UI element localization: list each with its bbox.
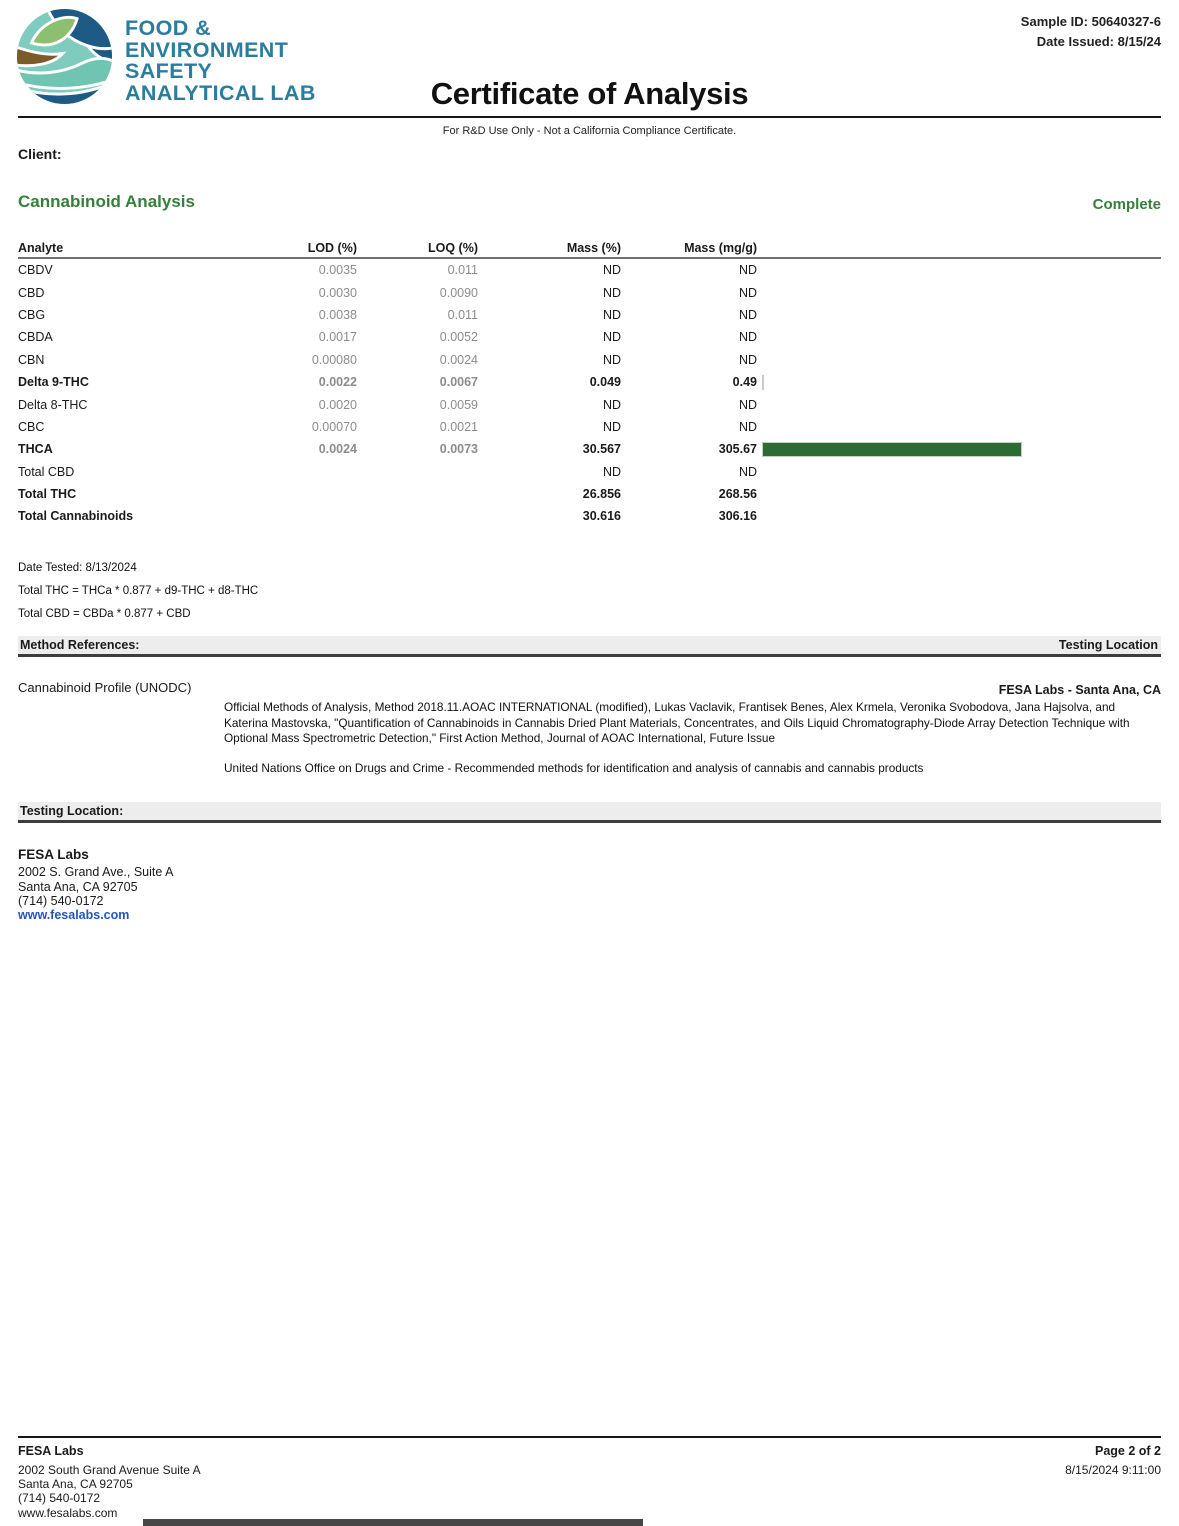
mass-pct-value: ND xyxy=(602,352,621,367)
doc-subtitle: For R&D Use Only - Not a California Compliance Certificate. xyxy=(442,125,737,137)
table-row-thca xyxy=(18,438,1161,460)
mass-pct-value: ND xyxy=(602,285,621,300)
mass-bar-cell xyxy=(757,329,1161,345)
address-line: 2002 South Grand Avenue Suite A xyxy=(18,1463,201,1477)
mass-bar-cell xyxy=(757,441,1161,457)
status-badge: Complete xyxy=(1092,196,1161,213)
method-paragraph: Official Methods of Analysis, Method 2018.11.AOAC INTERNATIONAL (modified), Lukas Vaclavik, Frantisek Benes, Alex Krmela, Veronika Svobodova, Jana Hajsolva, and Katerina Mastovska, "Quantification of Cannabinoids in Cannabis Dried Plant Materials, Concentrates, and Oils Liquid Chromatography-Diode Array Detection Technique with Optional Mass Spectrometric Detection," First Action Method, Journal of AOAC International, Future Issue xyxy=(224,700,1130,746)
mass-pct-value: ND xyxy=(602,263,621,278)
mass-bar-cell xyxy=(757,262,1161,278)
mass-pct-value: ND xyxy=(602,307,621,322)
mass-pct-value: 26.856 xyxy=(582,487,621,502)
mass-bar-cell xyxy=(757,464,1161,480)
mass-pct-value: 30.616 xyxy=(582,509,621,524)
table-row-total-cbd xyxy=(18,461,1161,483)
table-row-cbda xyxy=(18,326,1161,348)
mass-mgg-value: ND xyxy=(738,330,757,345)
sample-info xyxy=(1021,12,1161,52)
analyte-name: Total THC xyxy=(18,487,77,502)
address-line: (714) 540-0172 xyxy=(18,893,104,908)
lab-name: FESA Labs xyxy=(18,847,89,862)
footer-website-link[interactable]: www.fesalabs.com xyxy=(18,1505,118,1520)
table-row-cbc xyxy=(18,416,1161,438)
analyte-name: Delta 9-THC xyxy=(18,375,89,390)
footer-page-number: Page 2 of 2 xyxy=(1095,1444,1161,1458)
analyte-name: THCA xyxy=(18,442,53,457)
client-label: Client: xyxy=(18,146,62,162)
analyte-name: CBN xyxy=(18,352,45,367)
lod-value: 0.00080 xyxy=(311,352,357,367)
logo-line: ANALYTICAL LAB xyxy=(125,80,316,105)
address-line: (714) 540-0172 xyxy=(18,1491,101,1506)
analyte-name: Delta 8-THC xyxy=(18,397,88,412)
analyte-name: CBDV xyxy=(18,263,53,278)
mass-bar xyxy=(762,442,1022,457)
logo-line: SAFETY xyxy=(125,59,213,83)
analyte-name: CBG xyxy=(18,307,46,322)
mass-mgg-value: ND xyxy=(738,397,757,412)
loq-value: 0.0059 xyxy=(439,397,478,412)
method-testing-location: FESA Labs - Santa Ana, CA xyxy=(998,683,1161,697)
loq-value: 0.011 xyxy=(447,307,478,322)
address-line: Santa Ana, CA 92705 xyxy=(18,1477,133,1492)
logo-line: FOOD & xyxy=(125,16,212,40)
mass-pct-value: ND xyxy=(602,397,621,412)
mass-mgg-value: ND xyxy=(738,419,757,434)
mass-pct-value: 30.567 xyxy=(582,442,621,457)
logo-line: ENVIRONMENT xyxy=(125,37,289,62)
testing-location-label: Testing Location: xyxy=(20,804,124,818)
lod-value: 0.0038 xyxy=(318,307,357,322)
lod-value: 0.0035 xyxy=(318,263,357,278)
mass-bar-cell xyxy=(757,397,1161,413)
loq-value: 0.0067 xyxy=(439,375,478,390)
footer-lab-name: FESA Labs xyxy=(18,1444,84,1458)
method-profile-name: Cannabinoid Profile (UNODC) xyxy=(18,680,192,695)
lod-value: 0.00070 xyxy=(311,419,357,434)
lod-value: 0.0017 xyxy=(318,330,357,345)
analyte-name: Total CBD xyxy=(18,464,75,479)
loq-value: 0.0073 xyxy=(439,442,478,457)
mass-mgg-value: 305.67 xyxy=(718,442,757,457)
mass-mgg-value: ND xyxy=(738,352,757,367)
analysis-notes xyxy=(18,557,258,626)
lod-value: 0.0030 xyxy=(318,285,357,300)
sample-id: Sample ID: 50640327-6 xyxy=(1020,14,1161,29)
cannabinoid-table xyxy=(18,239,1161,528)
page-title: Certificate of Analysis xyxy=(430,76,749,111)
method-references-band xyxy=(18,636,1161,657)
mass-bar-cell xyxy=(757,352,1161,368)
header-divider xyxy=(18,116,1161,118)
analyte-name: CBD xyxy=(18,285,45,300)
testing-location-band xyxy=(18,802,1161,823)
lod-value: 0.0022 xyxy=(318,375,357,390)
lod-value: 0.0020 xyxy=(318,397,357,412)
table-row-cbn xyxy=(18,349,1161,371)
section-title-cannabinoid-analysis: Cannabinoid Analysis xyxy=(18,192,195,211)
date-issued: Date Issued: 8/15/24 xyxy=(1036,34,1161,49)
mass-bar-cell xyxy=(757,508,1161,524)
testing-location-block xyxy=(18,848,173,922)
mass-mgg-value: 306.16 xyxy=(718,509,757,524)
method-paragraph: United Nations Office on Drugs and Crime - Recommended methods for identification and analysis of cannabis and cannabis products xyxy=(224,760,924,775)
footer-divider xyxy=(18,1436,1161,1438)
website-link[interactable]: www.fesalabs.com xyxy=(18,908,130,923)
mass-bar-cell xyxy=(757,374,1161,390)
loq-value: 0.0021 xyxy=(439,419,478,434)
mass-pct-value: 0.049 xyxy=(589,375,621,390)
col-header-analyte: Analyte xyxy=(18,241,64,255)
method-reference-paragraphs xyxy=(224,700,1142,776)
mass-mgg-value: ND xyxy=(738,464,757,479)
col-header-lod: LOD (%) xyxy=(307,241,357,255)
mass-pct-value: ND xyxy=(602,330,621,345)
loq-value: 0.0024 xyxy=(439,352,478,367)
mass-mgg-value: ND xyxy=(738,307,757,322)
analyte-name: CBDA xyxy=(18,330,53,345)
col-header-mass-pct: Mass (%) xyxy=(566,241,621,255)
note-total-thc-formula: Total THC = THCa * 0.877 + d9-THC + d8-THC xyxy=(18,585,259,597)
col-header-mass-mgg: Mass (mg/g) xyxy=(684,241,757,255)
mass-mgg-value: 0.49 xyxy=(732,375,757,390)
note-total-cbd-formula: Total CBD = CBDa * 0.877 + CBD xyxy=(18,608,191,620)
address-line: Santa Ana, CA 92705 xyxy=(18,879,138,894)
mass-bar-cell xyxy=(757,486,1161,502)
loq-value: 0.0090 xyxy=(439,285,478,300)
analyte-name: CBC xyxy=(18,419,45,434)
mass-bar-cell xyxy=(757,307,1161,323)
table-row-delta-8-thc xyxy=(18,393,1161,415)
table-row-cbg xyxy=(18,304,1161,326)
footer-timestamp: 8/15/2024 9:11:00 xyxy=(1065,1463,1161,1477)
partial-bottom-bar xyxy=(143,1519,643,1526)
table-row-cbd xyxy=(18,281,1161,303)
mass-mgg-value: ND xyxy=(738,263,757,278)
note-date-tested: Date Tested: 8/13/2024 xyxy=(18,562,137,574)
mass-bar xyxy=(762,375,764,390)
loq-value: 0.011 xyxy=(447,263,478,278)
lod-value: 0.0024 xyxy=(318,442,357,457)
mass-pct-value: ND xyxy=(602,419,621,434)
table-row-total-thc xyxy=(18,483,1161,505)
table-row-delta-9-thc xyxy=(18,371,1161,393)
footer-address xyxy=(18,1463,201,1520)
address-line: 2002 S. Grand Ave., Suite A xyxy=(18,865,174,880)
loq-value: 0.0052 xyxy=(439,330,478,345)
table-header-row xyxy=(18,239,1161,259)
mass-mgg-value: 268.56 xyxy=(718,487,757,502)
table-body xyxy=(18,259,1161,528)
analyte-name: Total Cannabinoids xyxy=(18,509,134,524)
mass-pct-value: ND xyxy=(602,464,621,479)
col-header-loq: LOQ (%) xyxy=(428,241,478,255)
table-row-cbdv xyxy=(18,259,1161,281)
mass-mgg-value: ND xyxy=(738,285,757,300)
method-references-label: Method References: xyxy=(20,638,140,652)
table-row-total-cannabinoids xyxy=(18,505,1161,527)
mass-bar-cell xyxy=(757,419,1161,435)
testing-location-column-label: Testing Location xyxy=(1058,638,1158,652)
mass-bar-cell xyxy=(757,285,1161,301)
